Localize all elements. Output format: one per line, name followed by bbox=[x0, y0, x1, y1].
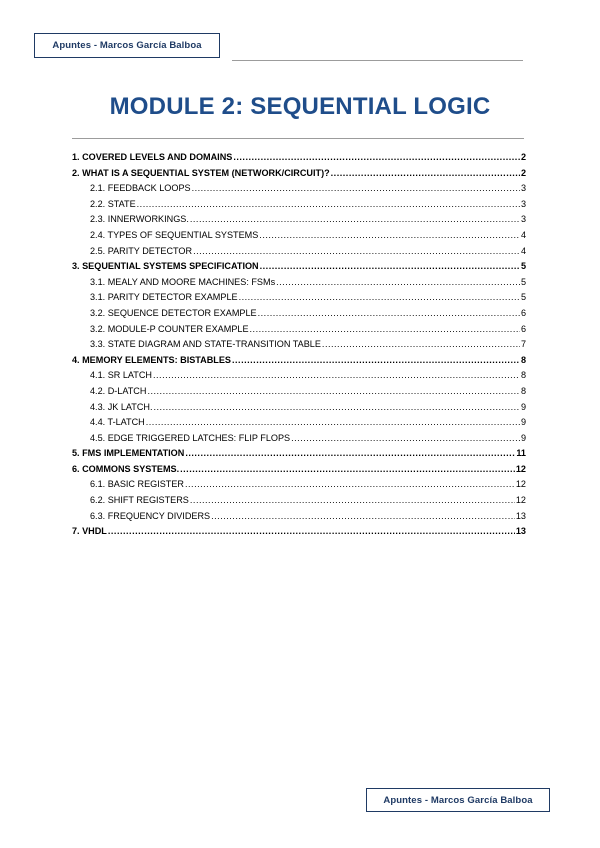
toc-entry-label: 2.3. INNERWORKINGS. bbox=[90, 214, 189, 225]
toc-entry[interactable] bbox=[72, 228, 526, 244]
toc-entry-page: 11 bbox=[516, 448, 526, 459]
toc-leader-dots bbox=[331, 166, 520, 182]
toc-entry[interactable] bbox=[72, 212, 526, 228]
toc-leader-dots bbox=[185, 477, 515, 493]
page-title: MODULE 2: SEQUENTIAL LOGIC bbox=[109, 93, 491, 120]
toc-entry-label: 3. SEQUENTIAL SYSTEMS SPECIFICATION bbox=[72, 261, 259, 272]
toc-leader-dots bbox=[239, 290, 520, 306]
toc-entry[interactable] bbox=[72, 197, 526, 213]
toc-entry-page: 3 bbox=[520, 198, 526, 209]
toc-leader-dots bbox=[233, 150, 520, 166]
toc-entry[interactable] bbox=[72, 353, 526, 369]
toc-entry-label: 7. VHDL bbox=[72, 526, 107, 537]
toc-leader-dots bbox=[260, 259, 520, 275]
toc-entry-page: 6 bbox=[520, 307, 526, 318]
toc-entry-page: 5 bbox=[520, 261, 526, 272]
toc-entry[interactable] bbox=[72, 524, 526, 540]
toc-entry-label: 4.4. T-LATCH bbox=[90, 417, 145, 428]
toc-entry-label: 1. COVERED LEVELS AND DOMAINS bbox=[72, 152, 233, 162]
toc-entry[interactable] bbox=[72, 431, 526, 447]
toc-entry-page: 7 bbox=[520, 339, 526, 350]
toc-leader-dots bbox=[185, 446, 515, 462]
toc-leader-dots bbox=[291, 431, 520, 447]
header-brand-box bbox=[34, 33, 220, 58]
footer-brand-box bbox=[366, 788, 550, 812]
toc-entry[interactable] bbox=[72, 150, 526, 166]
toc-leader-dots bbox=[154, 400, 520, 416]
toc-entry[interactable] bbox=[72, 462, 526, 478]
toc-entry-label: 5. FMS IMPLEMENTATION bbox=[72, 448, 185, 459]
toc-entry-label: 3.3. STATE DIAGRAM AND STATE-TRANSITION TABLE bbox=[90, 339, 321, 350]
toc-leader-dots bbox=[146, 415, 520, 431]
toc-entry[interactable] bbox=[72, 368, 526, 384]
toc-leader-dots bbox=[137, 197, 520, 213]
toc-entry[interactable] bbox=[72, 477, 526, 493]
toc-leader-dots bbox=[250, 322, 520, 338]
toc-entry-label: 4.2. D-LATCH bbox=[90, 385, 147, 396]
toc-entry-label: 6.2. SHIFT REGISTERS bbox=[90, 495, 189, 506]
toc-leader-dots bbox=[258, 306, 520, 322]
toc-entry-page: 2 bbox=[520, 167, 526, 178]
title-divider bbox=[72, 138, 524, 139]
toc-entry[interactable] bbox=[72, 259, 526, 275]
toc-entry-page: 8 bbox=[520, 385, 526, 396]
toc-entry[interactable] bbox=[72, 400, 526, 416]
toc-entry-label: 4.3. JK LATCH. bbox=[90, 401, 153, 412]
toc-entry-page: 9 bbox=[520, 417, 526, 428]
toc-leader-dots bbox=[232, 353, 520, 369]
toc-entry[interactable] bbox=[72, 290, 526, 306]
toc-entry-page: 4 bbox=[520, 245, 526, 256]
toc-entry-label: 6.3. FREQUENCY DIVIDERS bbox=[90, 510, 211, 521]
toc-leader-dots bbox=[193, 244, 520, 260]
toc-entry[interactable] bbox=[72, 166, 526, 182]
toc-entry[interactable] bbox=[72, 306, 526, 322]
toc-entry-page: 5 bbox=[520, 276, 526, 287]
toc-entry-label: 4. MEMORY ELEMENTS: BISTABLES bbox=[72, 354, 231, 365]
toc-entry-label: 2.4. TYPES OF SEQUENTIAL SYSTEMS bbox=[90, 229, 259, 240]
toc-leader-dots bbox=[276, 275, 520, 291]
toc-entry-page: 3 bbox=[520, 214, 526, 225]
toc-leader-dots bbox=[259, 228, 520, 244]
toc-entry-label: 6. COMMONS SYSTEMS. bbox=[72, 463, 180, 474]
header-divider bbox=[232, 60, 523, 61]
toc-entry-page: 12 bbox=[515, 463, 526, 474]
toc-entry-page: 8 bbox=[520, 354, 526, 365]
toc-entry-label: 2.2. STATE bbox=[90, 198, 136, 209]
toc-entry[interactable] bbox=[72, 384, 526, 400]
toc-entry[interactable] bbox=[72, 446, 526, 462]
toc-entry-page: 13 bbox=[515, 526, 526, 537]
table-of-contents bbox=[72, 150, 526, 540]
toc-entry-page: 9 bbox=[520, 401, 526, 412]
toc-entry-label: 3.1. MEALY AND MOORE MACHINES: FSMs bbox=[90, 276, 276, 287]
footer-brand-text: Apuntes - Marcos García Balboa bbox=[383, 794, 533, 806]
toc-leader-dots bbox=[190, 212, 520, 228]
toc-entry-label: 3.2. SEQUENCE DETECTOR EXAMPLE bbox=[90, 307, 257, 318]
toc-entry[interactable] bbox=[72, 493, 526, 509]
toc-leader-dots bbox=[211, 509, 515, 525]
toc-entry[interactable] bbox=[72, 244, 526, 260]
toc-entry-page: 9 bbox=[520, 432, 526, 443]
toc-leader-dots bbox=[322, 337, 520, 353]
toc-entry[interactable] bbox=[72, 181, 526, 197]
toc-leader-dots bbox=[180, 462, 515, 478]
toc-entry-label: 2.5. PARITY DETECTOR bbox=[90, 245, 193, 256]
toc-entry-page: 2 bbox=[520, 152, 526, 162]
toc-entry[interactable] bbox=[72, 415, 526, 431]
toc-entry-label: 2. WHAT IS A SEQUENTIAL SYSTEM (NETWORK/CIRCUIT)? bbox=[72, 167, 330, 178]
toc-leader-dots bbox=[192, 181, 520, 197]
toc-entry-page: 8 bbox=[520, 370, 526, 381]
toc-entry-label: 3.2. MODULE-P COUNTER EXAMPLE bbox=[90, 323, 249, 334]
toc-entry[interactable] bbox=[72, 275, 526, 291]
toc-leader-dots bbox=[108, 524, 515, 540]
toc-entry-page: 3 bbox=[520, 183, 526, 194]
toc-entry-page: 5 bbox=[520, 292, 526, 303]
toc-leader-dots bbox=[190, 493, 515, 509]
toc-entry-page: 6 bbox=[520, 323, 526, 334]
toc-entry-page: 12 bbox=[515, 495, 526, 506]
toc-entry-label: 6.1. BASIC REGISTER bbox=[90, 479, 184, 490]
toc-entry-label: 4.5. EDGE TRIGGERED LATCHES: FLIP FLOPS bbox=[90, 432, 291, 443]
toc-entry-page: 12 bbox=[515, 479, 526, 490]
toc-entry[interactable] bbox=[72, 337, 526, 353]
toc-entry[interactable] bbox=[72, 509, 526, 525]
toc-entry-label: 4.1. SR LATCH bbox=[90, 370, 152, 381]
toc-leader-dots bbox=[147, 384, 520, 400]
toc-entry-page: 13 bbox=[515, 510, 526, 521]
toc-entry-label: 2.1. FEEDBACK LOOPS bbox=[90, 183, 191, 194]
toc-entry-label: 3.1. PARITY DETECTOR EXAMPLE bbox=[90, 292, 238, 303]
toc-leader-dots bbox=[153, 368, 520, 384]
toc-entry[interactable] bbox=[72, 322, 526, 338]
header-brand-text: Apuntes - Marcos García Balboa bbox=[52, 40, 202, 51]
toc-entry-page: 4 bbox=[520, 229, 526, 240]
